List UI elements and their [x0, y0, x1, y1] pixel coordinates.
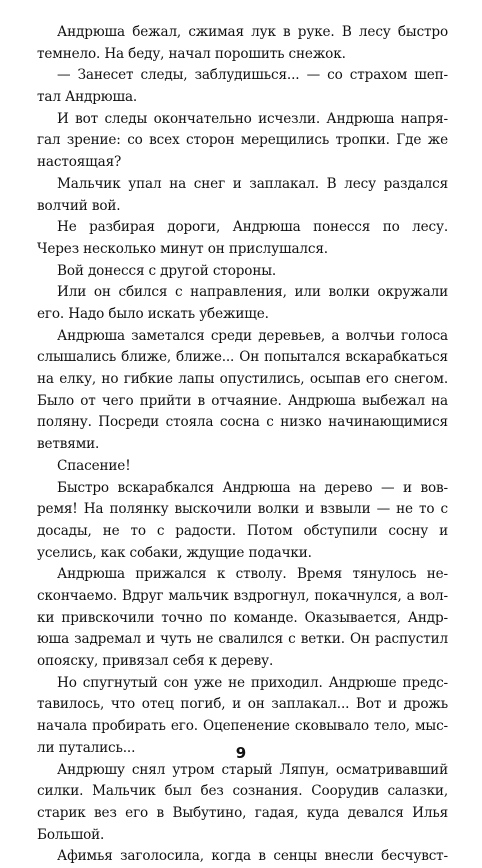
text-line: ли путались... [37, 739, 136, 756]
text-line: ремя! На полянку выскочили волки и взвыли — не то с [37, 501, 448, 518]
text-line: тал Андрюша. [37, 89, 138, 106]
text-line: Вой донесся с другой стороны. [57, 262, 277, 279]
text-line: Афимья заголосила, когда в сенцы внесли бесчувст- [57, 848, 448, 865]
text-line: волчий вой. [37, 197, 121, 214]
text-line: силки. Мальчик был без сознания. Соорудив салазки, [37, 783, 448, 800]
text-line: поляну. Посреди стояла сосна с низко начинающимися [37, 414, 448, 431]
text-line: досады, не то с радости. Потом обступили сосну и [37, 522, 448, 539]
text-line: гал зрение: со всех сторон мерещились тропки. Где же [37, 132, 448, 149]
text-line: слышались ближе, ближе... Он попытался вскарабкаться [37, 349, 448, 366]
text-line: Большой. [37, 826, 105, 843]
text-line: тавилось, что отец погиб, и он заплакал... Вот и дрожь [37, 696, 448, 713]
text-line: на елку, но гибкие лапы опустились, осыпав его снегом. [37, 371, 448, 388]
text-line: опояску, привязал себя к дереву. [37, 653, 274, 670]
text-line: его. Надо было искать убежище. [37, 306, 269, 323]
text-line: — Занесет следы, заблудишься... — со страхом шеп- [57, 67, 448, 84]
text-line: Быстро вскарабкался Андрюша на дерево — и вов- [57, 479, 448, 496]
text-line: Спасение! [57, 457, 131, 474]
text-line: Андрюша бежал, сжимая лук в руке. В лесу быстро [57, 24, 448, 40]
text-line: Андрюша прижался к стволу. Время тянулось не- [57, 566, 448, 583]
page-number: 9 [235, 744, 247, 762]
text-line: Мальчик упал на снег и заплакал. В лесу раздался [57, 175, 448, 192]
text-line: ки привскочили точно по команде. Оказывается, Андр- [37, 609, 448, 626]
text-line: Андрюшу снял утром старый Ляпун, осматривавший [57, 761, 448, 778]
text-line: ветвями. [37, 436, 100, 453]
text-line: настоящая? [37, 154, 122, 171]
text-line: юша задремал и чуть не свалился с ветки. Он распустил [37, 631, 448, 648]
text-line: скончаемо. Вдруг мальчик вздрогнул, покачнулся, а вол- [37, 588, 448, 605]
text-line: И вот следы окончательно исчезли. Андрюша напря- [57, 110, 448, 127]
text-line: Не разбирая дороги, Андрюша понесся по лесу. [57, 219, 448, 236]
text-line: старик вез его в Выбутино, гадая, куда девался Илья [37, 804, 448, 821]
text-line: Через несколько минут он прислушался. [37, 240, 328, 257]
text-line: темнело. На беду, начал порошить снежок. [37, 45, 346, 62]
text-line: Или он сбился с направления, или волки окружали [57, 284, 448, 301]
text-line: начала пробирать его. Оцепенение сковывало тело, мыс- [37, 718, 448, 735]
text-line: Андрюша заметался среди деревьев, а волчьи голоса [57, 327, 448, 344]
text-line: уселись, как собаки, ждущие подачки. [37, 544, 312, 561]
text-line: Было от чего прийти в отчаяние. Андрюша выбежал на [37, 392, 448, 409]
text-line: Но спугнутый сон уже не приходил. Андрюше предс- [57, 674, 448, 691]
body-text [37, 22, 448, 868]
